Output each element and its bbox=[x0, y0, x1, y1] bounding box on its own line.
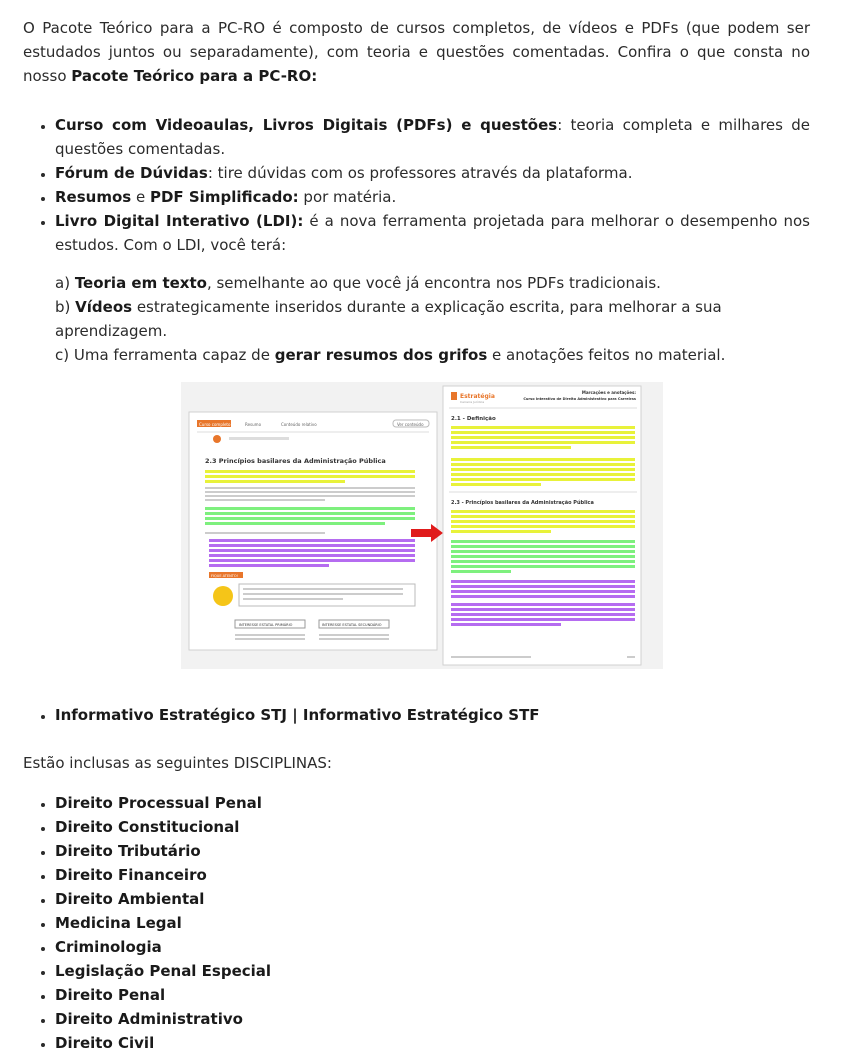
disciplina-name: Direito Civil bbox=[55, 1034, 155, 1052]
disciplina-name: Direito Constitucional bbox=[55, 818, 240, 836]
brand-logo-text: Estratégia bbox=[459, 393, 495, 400]
disciplinas-intro: Estão inclusas as seguintes DISCIPLINAS: bbox=[23, 754, 332, 772]
ldi-text: estrategicamente inseridos durante a explicação escrita, para melhorar a sua aprendizagem. bbox=[55, 298, 722, 340]
feature-text: por matéria. bbox=[298, 188, 397, 206]
feature-text: : tire dúvidas com os professores através da plataforma. bbox=[207, 164, 633, 182]
disciplina-name: Direito Financeiro bbox=[55, 866, 207, 884]
feature-bold: PDF Simplificado: bbox=[149, 188, 299, 206]
ldi-option bbox=[55, 343, 810, 367]
ldi-text: e anotações feitos no material. bbox=[487, 346, 726, 364]
intro-paragraph bbox=[23, 16, 810, 88]
ldi-prefix: c) Uma ferramenta capaz de bbox=[55, 346, 275, 364]
left-col1-label: INTERESSE ESTATAL PRIMÁRIO bbox=[238, 623, 292, 627]
right-title: Marcações e anotações: bbox=[581, 390, 636, 395]
feature-text: : teoria completa e milhares de questões comentadas. bbox=[55, 116, 810, 158]
list-item bbox=[55, 911, 810, 935]
list-item bbox=[55, 815, 810, 839]
list-item bbox=[55, 839, 810, 863]
tab-resumo: Resumo bbox=[244, 422, 261, 427]
list-item bbox=[55, 185, 810, 209]
list-item bbox=[55, 161, 810, 185]
feature-bold: Curso com Videoaulas, Livros Digitais (PDFs) e questões bbox=[55, 116, 558, 134]
list-item bbox=[55, 887, 810, 911]
ldi-option bbox=[55, 295, 810, 343]
ldi-option bbox=[55, 271, 810, 295]
list-item bbox=[55, 935, 810, 959]
ldi-bold: gerar resumos dos grifos bbox=[274, 346, 488, 364]
feature-text: e bbox=[131, 188, 150, 206]
feature-bold: Livro Digital Interativo (LDI): bbox=[55, 212, 304, 230]
disciplina-name: Direito Administrativo bbox=[55, 1010, 243, 1028]
left-col2-label: INTERESSE ESTATAL SECUNDÁRIO bbox=[321, 623, 381, 627]
disciplina-name: Criminologia bbox=[55, 938, 162, 956]
right-heading-1: 2.1 - Definição bbox=[450, 416, 496, 422]
right-page bbox=[443, 386, 641, 665]
left-heading: 2.3 Princípios basilares da Administração Pública bbox=[204, 457, 386, 465]
list-item bbox=[55, 791, 810, 815]
list-item bbox=[55, 959, 810, 983]
disciplina-name: Direito Tributário bbox=[55, 842, 201, 860]
ldi-figure bbox=[23, 382, 810, 669]
ldi-prefix: b) bbox=[55, 298, 76, 316]
ver-conteudo-button: Ver conteúdo bbox=[396, 422, 424, 427]
ldi-options bbox=[55, 271, 810, 367]
informativo-list bbox=[23, 703, 810, 727]
ldi-text: , semelhante ao que você já encontra nos PDFs tradicionais. bbox=[206, 274, 661, 292]
right-subtitle: Curso Interativo de Direito Administrativo para Carreiras bbox=[522, 397, 636, 401]
list-item bbox=[55, 1031, 810, 1055]
features-list bbox=[23, 113, 810, 257]
list-item bbox=[55, 209, 810, 257]
feature-text: é a nova ferramenta projetada para melhorar o desempenho nos estudos. Com o LDI, você terá: bbox=[55, 212, 810, 254]
list-item bbox=[55, 113, 810, 161]
feature-bold: Fórum de Dúvidas bbox=[55, 164, 208, 182]
left-page bbox=[189, 412, 437, 650]
list-item bbox=[55, 983, 810, 1007]
ldi-bold: Vídeos bbox=[75, 298, 133, 316]
informativo-text: Informativo Estratégico STJ | Informativo Estratégico STF bbox=[55, 706, 540, 724]
list-item bbox=[55, 863, 810, 887]
intro-text: O Pacote Teórico para a PC-RO é composto de cursos completos, de vídeos e PDFs (que podem ser estudados juntos ou separadamente), com teoria e questões comentadas. Confira o que consta no nosso bbox=[23, 19, 810, 85]
list-item bbox=[55, 1007, 810, 1031]
right-heading-2: 2.3 - Princípios basilares da Administração Pública bbox=[450, 500, 594, 506]
disciplinas-list bbox=[23, 791, 810, 1055]
intro-bold: Pacote Teórico para a PC-RO: bbox=[71, 67, 318, 85]
list-item bbox=[55, 703, 810, 727]
disciplina-name: Legislação Penal Especial bbox=[55, 962, 272, 980]
tab-curso-completo: Curso completo bbox=[198, 422, 230, 427]
tab-conteudo: Conteúdo relativo bbox=[280, 422, 317, 427]
brand-sub-text: Carreira Jurídica bbox=[459, 400, 484, 404]
disciplina-name: Medicina Legal bbox=[55, 914, 182, 932]
disciplina-name: Direito Penal bbox=[55, 986, 166, 1004]
disciplina-name: Direito Ambiental bbox=[55, 890, 205, 908]
ldi-screenshot-image bbox=[181, 382, 663, 669]
ldi-prefix: a) bbox=[55, 274, 75, 292]
fique-atento-label: FIQUE ATENTO! bbox=[210, 574, 238, 578]
ldi-bold: Teoria em texto bbox=[74, 274, 207, 292]
disciplina-name: Direito Processual Penal bbox=[55, 794, 262, 812]
feature-bold: Resumos bbox=[55, 188, 132, 206]
